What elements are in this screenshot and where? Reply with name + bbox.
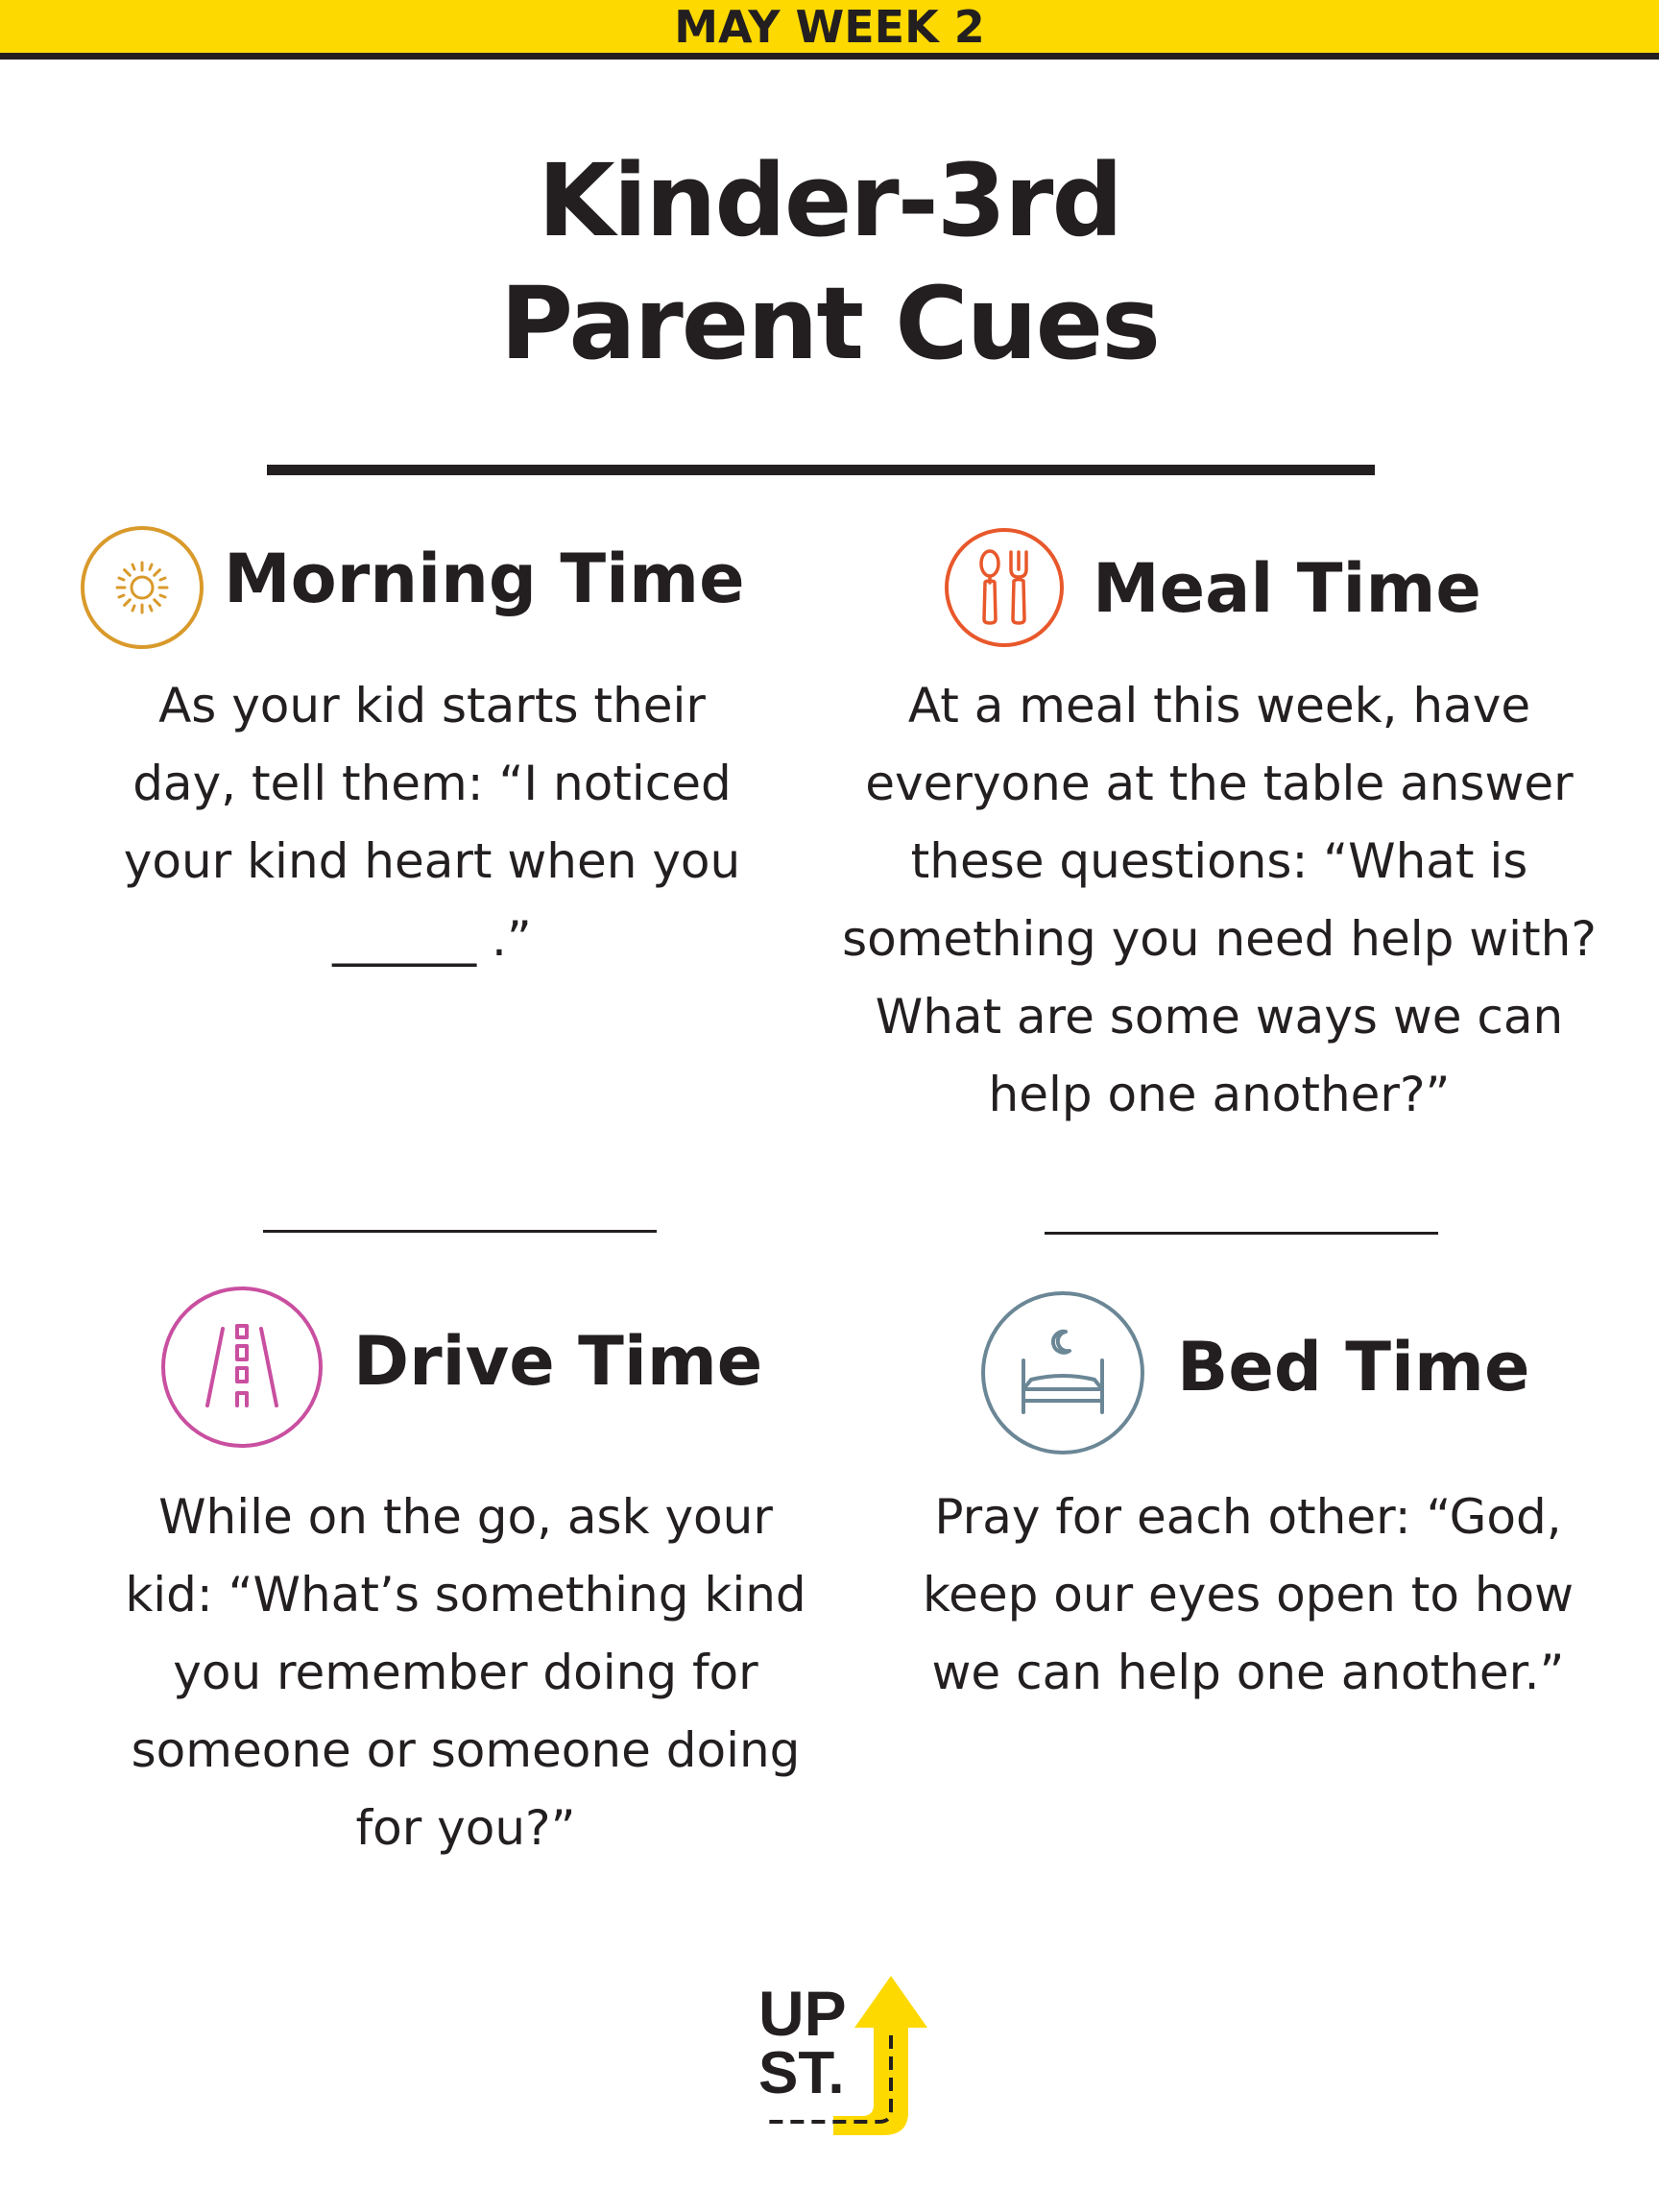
page-title (0, 139, 1659, 385)
meal-line-1: At a meal this week, have (907, 678, 1531, 733)
morning-line-3: your kind heart when you (123, 833, 741, 889)
logo-text-up: UP (758, 1978, 847, 2049)
bed-line-3: we can help one another.” (931, 1645, 1565, 1700)
divider-right (1045, 1232, 1438, 1235)
drive-time-text (86, 1479, 845, 1867)
morning-time-text (86, 667, 778, 978)
bed-moon-icon (981, 1291, 1144, 1455)
meal-line-5: What are some ways we can (875, 989, 1564, 1045)
drive-time-heading: Drive Time (353, 1322, 763, 1401)
header-banner (0, 0, 1659, 60)
banner-label: MAY WEEK 2 (674, 0, 985, 53)
morning-line-2: day, tell them: “I noticed (132, 756, 732, 811)
morning-line-1: As your kid starts their (158, 678, 706, 733)
meal-line-3: these questions: “What is (910, 833, 1528, 889)
meal-time-heading: Meal Time (1093, 549, 1481, 628)
title-line-1: Kinder-3rd (538, 142, 1121, 259)
morning-line-4: ______ .” (332, 911, 532, 967)
divider-left (263, 1230, 657, 1233)
meal-line-2: everyone at the table answer (865, 756, 1574, 811)
meal-line-6: help one another?” (988, 1067, 1451, 1122)
drive-line-4: someone or someone doing (131, 1722, 801, 1778)
title-divider (267, 465, 1375, 475)
bed-line-2: keep our eyes open to how (922, 1567, 1575, 1623)
drive-line-1: While on the go, ask your (158, 1489, 773, 1545)
drive-line-2: kid: “What’s something kind (125, 1567, 806, 1623)
upstreet-logo (749, 1968, 941, 2146)
drive-line-5: for you?” (355, 1800, 576, 1856)
logo-text-st: ST. (758, 2040, 845, 2106)
meal-time-text (806, 667, 1632, 1134)
meal-line-4: something you need help with? (842, 911, 1597, 967)
bed-time-text (845, 1479, 1651, 1712)
morning-time-heading: Morning Time (224, 540, 745, 618)
sun-icon (81, 526, 204, 649)
drive-line-3: you remember doing for (173, 1645, 758, 1700)
bed-line-1: Pray for each other: “God, (934, 1489, 1562, 1545)
utensils-icon (945, 528, 1064, 647)
road-icon (161, 1286, 323, 1448)
bed-time-heading: Bed Time (1177, 1328, 1530, 1407)
title-line-2: Parent Cues (499, 265, 1160, 382)
